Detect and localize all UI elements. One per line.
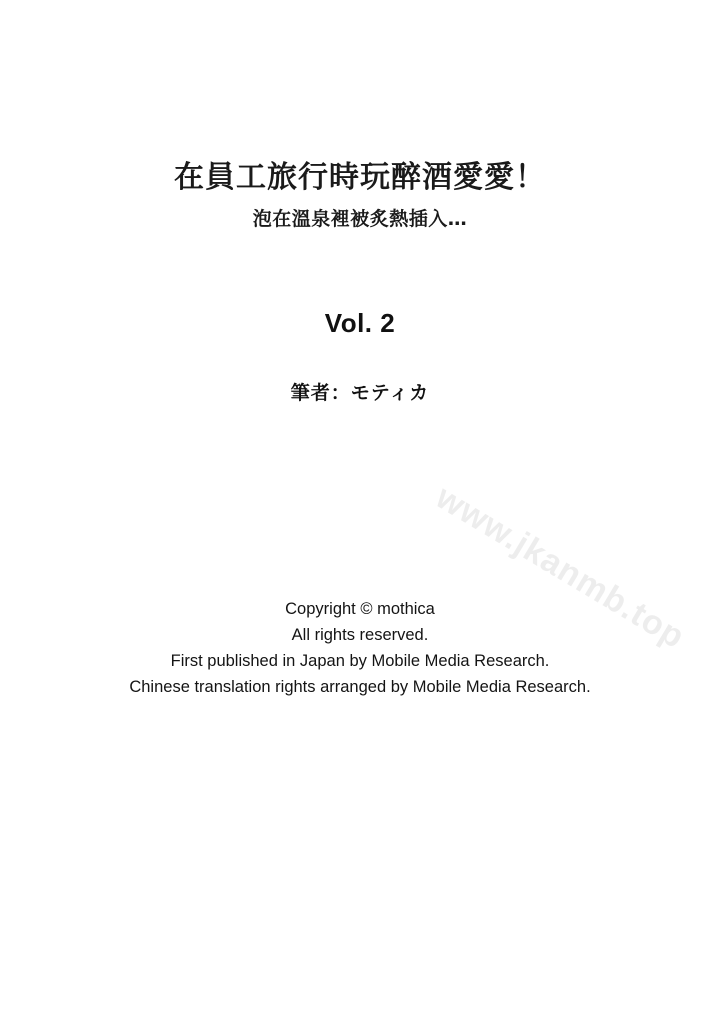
volume-label: Vol. 2 — [324, 308, 396, 338]
title-block — [0, 160, 720, 231]
copyright-line: First published in Japan by Mobile Media Research. — [170, 652, 550, 670]
copyright-block — [0, 596, 720, 700]
author-label: 筆者：モティカ — [290, 382, 430, 404]
watermark — [429, 430, 720, 657]
page-title: 在員工旅行時玩醉酒愛愛！ — [174, 160, 546, 195]
page-subtitle: 泡在溫泉裡被炙熱插入… — [252, 208, 468, 230]
copyright-line: All rights reserved. — [291, 626, 429, 644]
copyright-line: Copyright © mothica — [285, 600, 435, 618]
watermark-text: www.jkanmb.top — [429, 478, 692, 657]
copyright-line: Chinese translation rights arranged by Mobile Media Research. — [129, 678, 591, 696]
